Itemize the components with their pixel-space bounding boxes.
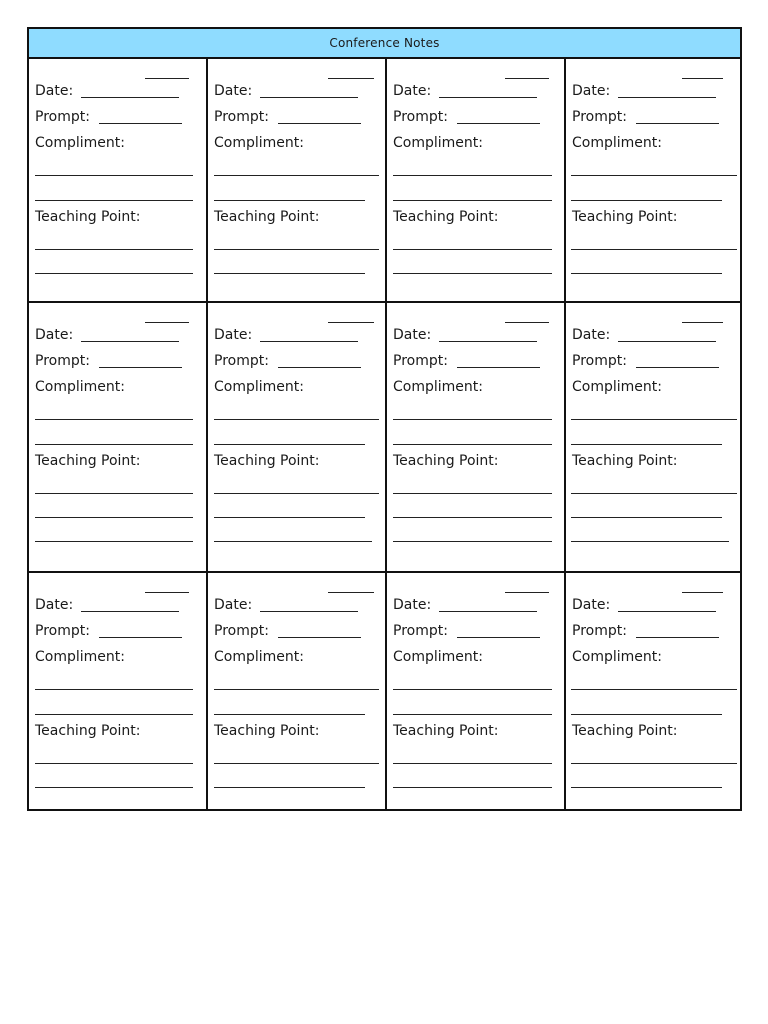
number-blank[interactable]	[505, 592, 549, 593]
date-label: Date:	[35, 597, 74, 613]
number-blank[interactable]	[505, 78, 549, 79]
teaching-point-line[interactable]	[214, 249, 379, 250]
prompt-blank[interactable]	[457, 367, 540, 368]
teaching-point-line[interactable]	[393, 249, 552, 250]
date-blank[interactable]	[439, 341, 537, 342]
conference-notes-sheet	[27, 27, 742, 811]
teaching-point-line[interactable]	[214, 763, 379, 764]
compliment-line[interactable]	[35, 175, 193, 176]
teaching-point-label: Teaching Point:	[393, 209, 499, 225]
teaching-point-line[interactable]	[393, 517, 552, 518]
compliment-label: Compliment:	[35, 379, 125, 395]
date-blank[interactable]	[439, 97, 537, 98]
teaching-point-line[interactable]	[35, 787, 193, 788]
prompt-label: Prompt:	[393, 109, 448, 125]
teaching-point-label: Teaching Point:	[393, 453, 499, 469]
teaching-point-line[interactable]	[393, 273, 552, 274]
teaching-point-line[interactable]	[571, 249, 737, 250]
compliment-line[interactable]	[214, 689, 379, 690]
note-card	[564, 573, 740, 811]
prompt-blank[interactable]	[278, 367, 361, 368]
compliment-label: Compliment:	[214, 379, 304, 395]
number-blank[interactable]	[145, 592, 189, 593]
date-blank[interactable]	[81, 611, 179, 612]
note-card	[385, 573, 564, 811]
number-blank[interactable]	[145, 322, 189, 323]
compliment-line[interactable]	[393, 175, 552, 176]
prompt-label: Prompt:	[35, 109, 90, 125]
compliment-line[interactable]	[35, 444, 193, 445]
compliment-line[interactable]	[571, 419, 737, 420]
prompt-blank[interactable]	[457, 637, 540, 638]
number-blank[interactable]	[328, 78, 374, 79]
prompt-label: Prompt:	[572, 109, 627, 125]
teaching-point-line[interactable]	[393, 763, 552, 764]
date-label: Date:	[214, 83, 253, 99]
teaching-point-line[interactable]	[393, 787, 552, 788]
compliment-label: Compliment:	[393, 135, 483, 151]
date-label: Date:	[572, 597, 611, 613]
prompt-blank[interactable]	[99, 123, 182, 124]
note-card	[385, 59, 564, 301]
compliment-label: Compliment:	[214, 135, 304, 151]
teaching-point-line[interactable]	[35, 493, 193, 494]
prompt-blank[interactable]	[99, 367, 182, 368]
number-blank[interactable]	[682, 322, 723, 323]
teaching-point-line[interactable]	[571, 517, 722, 518]
compliment-line[interactable]	[214, 175, 379, 176]
teaching-point-label: Teaching Point:	[214, 723, 320, 739]
prompt-label: Prompt:	[393, 353, 448, 369]
date-label: Date:	[572, 83, 611, 99]
note-card	[29, 573, 206, 811]
compliment-label: Compliment:	[35, 649, 125, 665]
compliment-line[interactable]	[214, 200, 365, 201]
teaching-point-line[interactable]	[393, 541, 552, 542]
date-blank[interactable]	[81, 341, 179, 342]
date-blank[interactable]	[618, 97, 716, 98]
teaching-point-line[interactable]	[214, 787, 365, 788]
compliment-label: Compliment:	[35, 135, 125, 151]
teaching-point-line[interactable]	[35, 249, 193, 250]
prompt-blank[interactable]	[99, 637, 182, 638]
teaching-point-line[interactable]	[571, 493, 737, 494]
notes-row-3	[29, 573, 740, 811]
compliment-line[interactable]	[35, 714, 193, 715]
date-blank[interactable]	[81, 97, 179, 98]
teaching-point-line[interactable]	[571, 787, 722, 788]
compliment-label: Compliment:	[393, 649, 483, 665]
number-blank[interactable]	[328, 322, 374, 323]
note-card	[206, 573, 385, 811]
compliment-line[interactable]	[214, 419, 379, 420]
teaching-point-line[interactable]	[214, 273, 365, 274]
teaching-point-line[interactable]	[571, 763, 737, 764]
compliment-line[interactable]	[393, 200, 552, 201]
notes-row-2	[29, 303, 740, 573]
teaching-point-line[interactable]	[214, 541, 372, 542]
compliment-label: Compliment:	[214, 649, 304, 665]
prompt-blank[interactable]	[278, 123, 361, 124]
teaching-point-line[interactable]	[571, 541, 729, 542]
compliment-label: Compliment:	[572, 379, 662, 395]
date-label: Date:	[572, 327, 611, 343]
compliment-line[interactable]	[393, 714, 552, 715]
teaching-point-line[interactable]	[35, 541, 193, 542]
page-title: Conference Notes	[29, 29, 740, 59]
prompt-label: Prompt:	[572, 623, 627, 639]
date-blank[interactable]	[439, 611, 537, 612]
note-card	[206, 59, 385, 301]
compliment-line[interactable]	[35, 200, 193, 201]
date-blank[interactable]	[618, 341, 716, 342]
date-blank[interactable]	[260, 341, 358, 342]
teaching-point-label: Teaching Point:	[35, 453, 141, 469]
teaching-point-label: Teaching Point:	[393, 723, 499, 739]
note-card	[29, 303, 206, 571]
prompt-label: Prompt:	[214, 109, 269, 125]
teaching-point-label: Teaching Point:	[572, 723, 678, 739]
teaching-point-line[interactable]	[214, 493, 379, 494]
teaching-point-line[interactable]	[35, 517, 193, 518]
prompt-blank[interactable]	[278, 637, 361, 638]
prompt-label: Prompt:	[35, 353, 90, 369]
teaching-point-line[interactable]	[35, 763, 193, 764]
note-card	[564, 59, 740, 301]
date-blank[interactable]	[260, 97, 358, 98]
teaching-point-line[interactable]	[571, 273, 722, 274]
compliment-line[interactable]	[571, 175, 737, 176]
date-label: Date:	[35, 327, 74, 343]
date-blank[interactable]	[618, 611, 716, 612]
compliment-line[interactable]	[571, 200, 722, 201]
number-blank[interactable]	[145, 78, 189, 79]
compliment-label: Compliment:	[572, 649, 662, 665]
prompt-blank[interactable]	[636, 367, 719, 368]
date-label: Date:	[214, 327, 253, 343]
number-blank[interactable]	[682, 592, 723, 593]
compliment-label: Compliment:	[393, 379, 483, 395]
number-blank[interactable]	[328, 592, 374, 593]
compliment-line[interactable]	[35, 689, 193, 690]
compliment-line[interactable]	[214, 714, 365, 715]
date-label: Date:	[393, 327, 432, 343]
prompt-label: Prompt:	[214, 353, 269, 369]
prompt-label: Prompt:	[214, 623, 269, 639]
date-label: Date:	[393, 597, 432, 613]
compliment-label: Compliment:	[572, 135, 662, 151]
date-label: Date:	[35, 83, 74, 99]
compliment-line[interactable]	[571, 714, 722, 715]
teaching-point-label: Teaching Point:	[214, 209, 320, 225]
prompt-label: Prompt:	[35, 623, 90, 639]
prompt-label: Prompt:	[572, 353, 627, 369]
date-label: Date:	[393, 83, 432, 99]
note-card	[29, 59, 206, 301]
compliment-line[interactable]	[393, 689, 552, 690]
number-blank[interactable]	[682, 78, 723, 79]
compliment-line[interactable]	[35, 419, 193, 420]
teaching-point-label: Teaching Point:	[572, 209, 678, 225]
prompt-blank[interactable]	[636, 637, 719, 638]
compliment-line[interactable]	[393, 444, 552, 445]
compliment-line[interactable]	[393, 419, 552, 420]
teaching-point-label: Teaching Point:	[214, 453, 320, 469]
date-label: Date:	[214, 597, 253, 613]
teaching-point-line[interactable]	[393, 493, 552, 494]
note-card	[564, 303, 740, 571]
notes-row-1	[29, 59, 740, 303]
teaching-point-label: Teaching Point:	[35, 723, 141, 739]
number-blank[interactable]	[505, 322, 549, 323]
teaching-point-line[interactable]	[35, 273, 193, 274]
prompt-label: Prompt:	[393, 623, 448, 639]
teaching-point-label: Teaching Point:	[35, 209, 141, 225]
prompt-blank[interactable]	[636, 123, 719, 124]
compliment-line[interactable]	[214, 444, 365, 445]
date-blank[interactable]	[260, 611, 358, 612]
compliment-line[interactable]	[571, 444, 722, 445]
prompt-blank[interactable]	[457, 123, 540, 124]
compliment-line[interactable]	[571, 689, 737, 690]
teaching-point-label: Teaching Point:	[572, 453, 678, 469]
note-card	[206, 303, 385, 571]
note-card	[385, 303, 564, 571]
teaching-point-line[interactable]	[214, 517, 365, 518]
